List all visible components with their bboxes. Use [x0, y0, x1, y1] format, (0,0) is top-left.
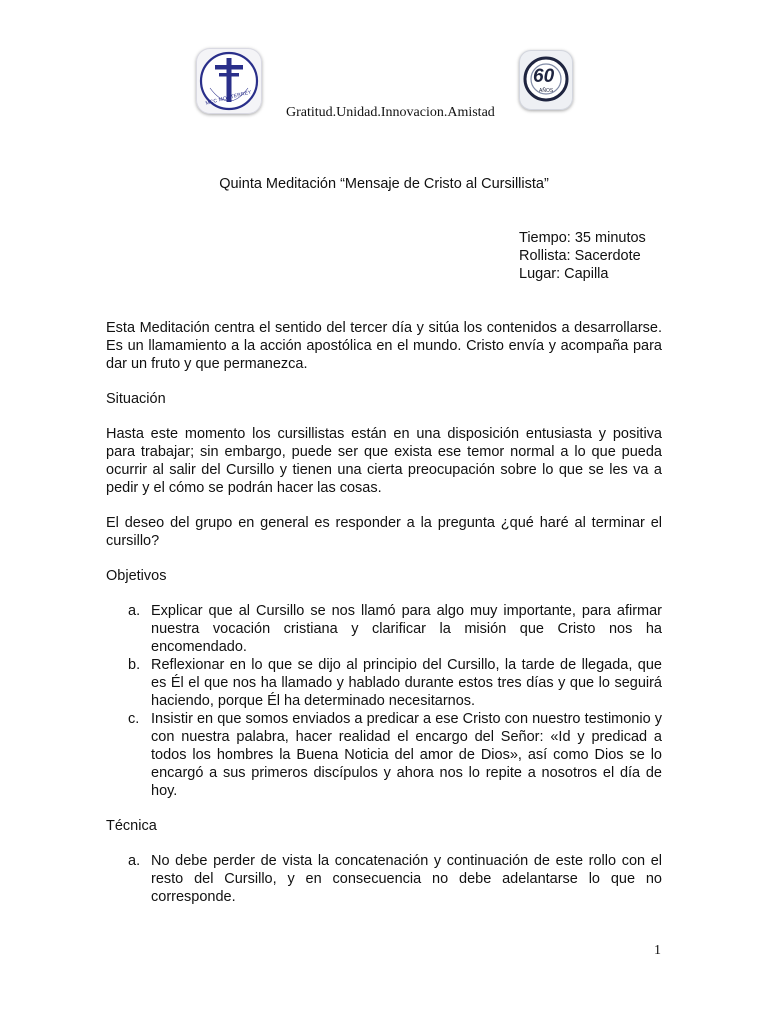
right-logo-text: AÑOS [539, 88, 554, 94]
situacion-paragraph-2: El deseo del grupo en general es responder a la pregunta ¿qué haré al terminar el cursillo? [106, 515, 662, 549]
left-logo-text: MCC MONTERREY [204, 89, 253, 107]
meta-block [519, 229, 646, 283]
sixty-years-logo [519, 50, 573, 110]
list-marker: a. [128, 853, 141, 869]
meta-rollista: Rollista: Sacerdote [519, 248, 641, 264]
list-item [128, 852, 662, 906]
section-heading-objetivos: Objetivos [106, 568, 167, 584]
page-number: 1 [654, 943, 661, 958]
list-item-text: Explicar que al Cursillo se nos llamó para algo muy importante, para afirmar nuestra vocación cristiana y clarificar la misión que Cristo nos ha encomendado. [151, 603, 662, 655]
list-item [128, 602, 662, 656]
section-heading-tecnica: Técnica [106, 818, 157, 834]
document-title: Quinta Meditación “Mensaje de Cristo al Cursillista” [219, 176, 549, 192]
list-item-text: Reflexionar en lo que se dijo al principio del Cursillo, la tarde de llegada, que es Él el que nos ha llamado y hablado durante estos tres días y que lo seguirá haciendo, porque Él ha determinado necesitarnos. [151, 657, 662, 709]
list-marker: c. [128, 711, 140, 727]
situacion-paragraph-1: Hasta este momento los cursillistas están en una disposición entusiasta y positiva para trabajar; sin embargo, puede ser que exista ese temor normal a lo que pueda ocurrir al salir del Cursillo y tienen una cierta preocupación sobre lo que se les va a pedir y el cómo se podrán hacer las cosas. [106, 426, 662, 496]
list-item-text: Insistir en que somos enviados a predicar a ese Cristo con nuestro testimonio y con nuestra palabra, hacer realidad el encargo del Señor: «Id y predicad a todos los hombres la Buena Noticia del amor de Dios», así como Dios se lo encargó a sus primeros discípulos y ahora nos lo repite a nosotros el día de hoy. [151, 711, 662, 799]
meta-lugar: Lugar: Capilla [519, 266, 609, 282]
right-logo-number: 60 [533, 66, 555, 87]
list-item-text: No debe perder de vista la concatenación y continuación de este rollo con el resto del Cursillo, y en consecuencia no debe adelantarse lo que no corresponde. [151, 853, 662, 905]
motto: Gratitud.Unidad.Innovacion.Amistad [286, 105, 495, 120]
mcc-monterrey-logo [196, 48, 262, 114]
list-item [128, 656, 662, 710]
section-heading-situacion: Situación [106, 391, 166, 407]
list-marker: b. [128, 657, 141, 673]
list-marker: a. [128, 603, 141, 619]
intro-paragraph: Esta Meditación centra el sentido del tercer día y sitúa los contenidos a desarrollarse. Es un llamamiento a la acción apostólica en el mundo. Cristo envía y acompaña para dar un fruto y que permanezca. [106, 320, 662, 372]
document-body [106, 319, 662, 923]
tecnica-list [106, 852, 662, 906]
meta-tiempo: Tiempo: 35 minutos [519, 230, 646, 246]
list-item [128, 710, 662, 800]
objetivos-list [106, 602, 662, 800]
